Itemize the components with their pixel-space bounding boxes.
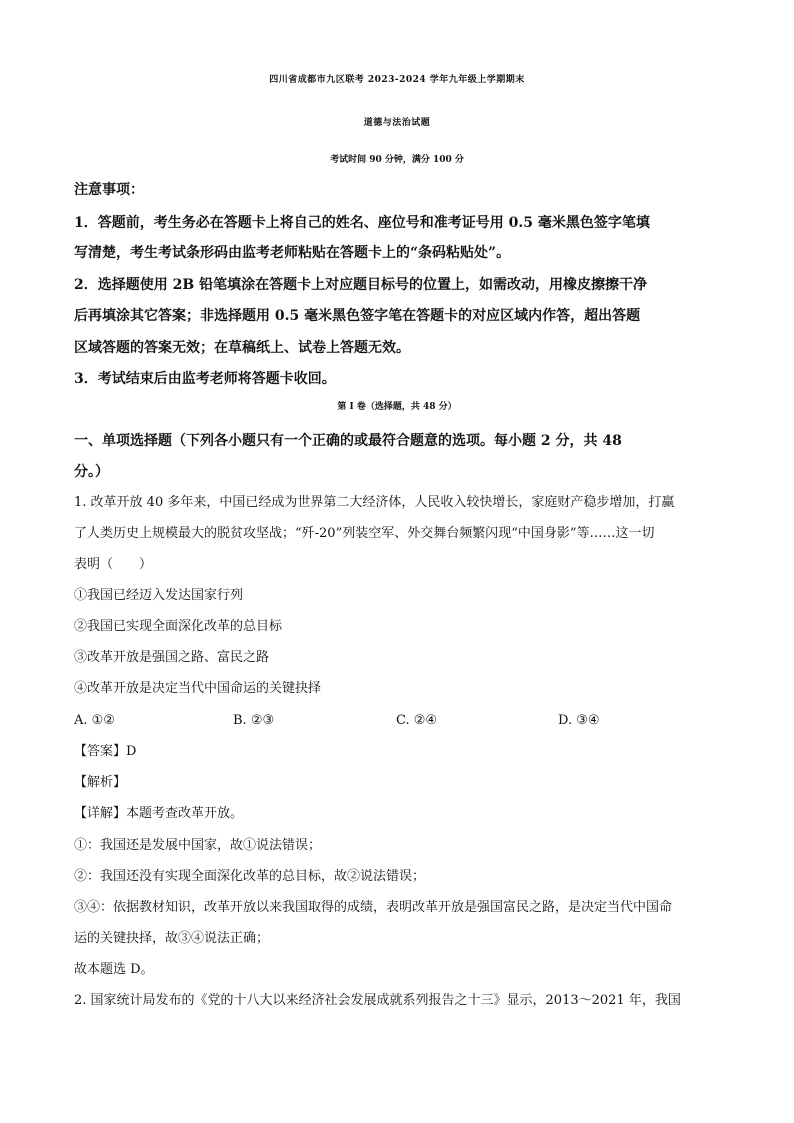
question-1-analysis-tag: 【解析】	[74, 775, 127, 790]
exam-info: 考试时间 90 分钟，满分 100 分	[330, 155, 464, 165]
answer-value: D	[126, 744, 137, 759]
detail-text: 本题考查改革开放。	[126, 806, 244, 821]
question-1-statement-4: ④改革开放是决定当代中国命运的关键抉择	[74, 681, 322, 696]
question-1-stem-line-3: 表明（ ）	[74, 557, 153, 572]
question-1-stem-line-1: 1. 改革开放 40 多年来，中国已经成为世界第二大经济体，人民收入较快增长，家庭财产稳步增加，打赢	[74, 495, 675, 510]
notes-item-3: 3．考试结束后由监考老师将答题卡收回。	[74, 371, 336, 387]
notes-heading: 注意事项：	[74, 182, 144, 198]
question-1-explanation-3-line-1: ③④：依据教材知识，改革开放以来我国取得的成绩，表明改革开放是强国富民之路，是决定当代中国命	[74, 900, 673, 915]
question-2-stem-line-1: 2. 国家统计局发布的《党的十八大以来经济社会发展成就系列报告之十三》显示，2013～2021 年，我国	[74, 993, 681, 1008]
question-1-conclusion: 故本题选 D。	[74, 962, 154, 977]
notes-item-2-line-1: 2．选择题使用 2B 铅笔填涂在答题卡上对应题目标号的位置上，如需改动，用橡皮擦擦干净	[74, 277, 648, 293]
question-1-explanation-3-line-2: 运的关键抉择，故③④说法正确；	[74, 931, 270, 946]
document-subtitle: 道德与法治试题	[363, 118, 431, 128]
document-title: 四川省成都市九区联考 2023-2024 学年九年级上学期期末	[269, 75, 525, 85]
question-1-explanation-2: ②：我国还没有实现全面深化改革的总目标，故②说法错误；	[74, 869, 426, 884]
question-1-answer	[74, 742, 724, 762]
question-1-statement-2: ②我国已实现全面深化改革的总目标	[74, 619, 283, 634]
notes-item-2-line-3: 区域答题的答案无效；在草稿纸上、试卷上答题无效。	[74, 340, 410, 356]
question-1-statement-3: ③改革开放是强国之路、富民之路	[74, 650, 270, 665]
detail-tag: 【详解】	[74, 806, 127, 821]
notes-item-1-line-1: 1．答题前，考生务必在答题卡上将自己的姓名、座位号和准考证号用 0.5 毫米黑色签字笔填	[74, 215, 650, 231]
question-1-option-b: B. ②③	[233, 713, 275, 728]
question-1-detail	[74, 804, 724, 824]
volume-title: 第 I 卷（选择题，共 48 分）	[337, 402, 457, 412]
answer-tag: 【答案】	[74, 744, 127, 759]
part-heading-line-1: 一、单项选择题（下列各小题只有一个正确的或最符合题意的选项。每小题 2 分，共 48	[74, 433, 622, 449]
question-1-option-a: A. ①②	[74, 713, 115, 728]
question-1-stem-line-2: 了人类历史上规模最大的脱贫攻坚战；“歼-20”列装空军、外交舞台频繁闪现“中国身影”等……这一切	[74, 526, 655, 541]
question-1-statement-1: ①我国已经迈入发达国家行列	[74, 588, 244, 603]
part-heading-line-2: 分。）	[74, 464, 109, 480]
question-1-option-c: C. ②④	[396, 713, 438, 728]
question-1-option-d: D. ③④	[558, 713, 600, 728]
question-1-explanation-1: ①：我国还是发展中国家，故①说法错误；	[74, 838, 322, 853]
notes-item-1-line-2: 写清楚，考生考试条形码由监考老师粘贴在答题卡上的“条码粘贴处”。	[74, 245, 511, 261]
notes-item-2-line-2: 后再填涂其它答案；非选择题用 0.5 毫米黑色签字笔在答题卡的对应区域内作答，超出答题	[74, 308, 641, 324]
